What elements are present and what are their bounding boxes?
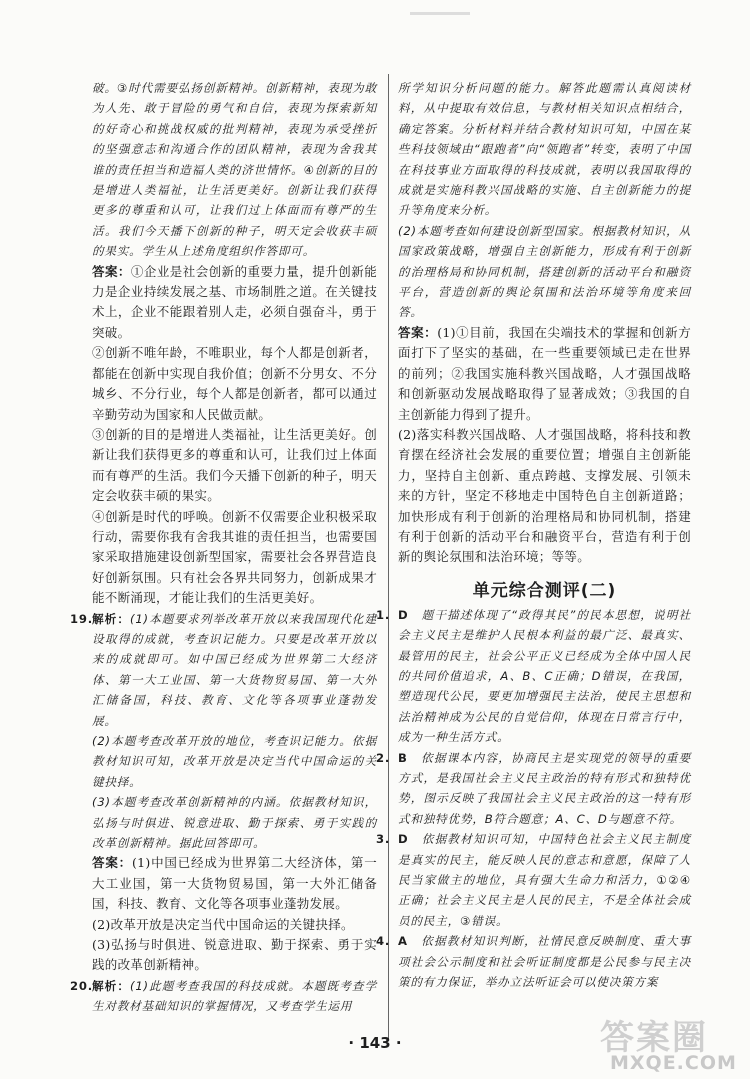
question-item (376, 748, 691, 830)
paragraph-text: 依据教材知识判断，社情民意反映制度、重大事项社会公示制度和社会听证制度都是公民参与民主决策的有力保证，举办立法听证会可以使决策方案 (398, 934, 691, 990)
paragraph-text: (3)弘扬与时俱进、锐意进取、勤于探索、勇于实践的改革创新精神。 (92, 937, 377, 973)
paragraph (398, 323, 691, 425)
question-number: 4. (376, 934, 391, 949)
scan-mark (410, 12, 470, 15)
column-divider (388, 74, 389, 1039)
question-item (70, 609, 377, 731)
paragraph-text: ②创新不唯年龄，不唯职业，每个人都是创新者，都能在创新中实现自我价值；创新不分男女、不分城乡、不分行业，每个人都是创新者，都可以通过辛勤劳动为国家和人民做贡献。 (92, 345, 377, 422)
watermark-url: MXQE.COM (610, 1052, 737, 1074)
question-item (376, 829, 691, 931)
paragraph-text: ①企业是社会创新的重要力量，提升创新能力是企业持续发展之基、市场制胜之道。在关键技术上，企业不能跟着别人走，必须自强奋斗，勇于突破。 (92, 263, 377, 340)
answer-label: 解析： (92, 978, 131, 993)
right-column (376, 78, 691, 992)
paragraph-text: (1)此题考查我国的科技成就。本题既考查学生对教材基础知识的掌握情况，又考查学生运用 (92, 978, 377, 1014)
paragraph (92, 731, 377, 792)
answer-label: 答案： (92, 855, 132, 871)
paragraph (92, 425, 377, 507)
paragraph-text: (2)本题考查改革开放的地位，考查识记能力。依据教材知识可知，改革开放是决定当代中国命运的关键抉择。 (92, 734, 377, 789)
question-item (376, 931, 691, 992)
paragraph (92, 78, 377, 262)
paragraph-text: (2)落实科教兴国战略、人才强国战略，将科技和教育摆在经济社会发展的重要位置；增强自主创新能力，坚持自主创新、重点跨越、支撑发展、引领未来的方针，坚定不移地走中国特色自主创新道路；加快形成有利于创新的治理格局和协同机制，搭建有利于创新的活动平台和融资平台，营造有利于创新的舆论氛围和法治环境；等等。 (398, 426, 691, 565)
paragraph (92, 507, 377, 609)
paragraph (398, 78, 691, 221)
paragraph (92, 853, 377, 914)
watermark-logo: 答案圈 (600, 1018, 708, 1058)
left-column (70, 78, 377, 1017)
paragraph-text: ③创新的目的是增进人类福祉，让生活更美好。创新让我们获得更多的尊重和认可，让我们过上体面而有尊严的生活。我们今天播下创新的种子，明天定会收获丰硕的果实。 (92, 426, 377, 504)
paragraph (92, 935, 377, 976)
page-number: · 143 · (348, 1034, 402, 1052)
question-number: 2. (376, 750, 391, 765)
question-item (376, 605, 691, 748)
answer-label: 答案： (398, 324, 438, 340)
answer-label: 答案： (92, 263, 131, 279)
paragraph (92, 792, 377, 853)
right-bottom-block (376, 605, 691, 993)
paragraph-text: ④创新是时代的呼唤。创新不仅需要企业积极采取行动，需要你我有舍我其谁的责任担当，也需要国家采取措施建设创新型国家，需要社会各界营造良好创新氛围。只有社会各界共同努力，创新成果才能不断涌现，才能让我们的生活更美好。 (92, 508, 377, 606)
paragraph-text: (1)①目前，我国在尖端技术的掌握和创新方面打下了坚实的基础，在一些重要领域已走在世界的前列；②我国实施科教兴国战略，人才强国战略和创新驱动发展战略取得了显著成效；③我国的自主创新能力得到了提升。 (398, 324, 691, 422)
paragraph-text: (2)本题考查如何建设创新型国家。根据教材知识，从国家政策战略，增强自主创新能力，形成有利于创新的治理格局和协同机制，搭建创新的活动平台和融资平台，营造创新的舆论氛围和法治环境等角度来回答。 (398, 223, 691, 320)
paragraph-text: 破。③时代需要弘扬创新精神。创新精神，表现为敢为人先、敢于冒险的勇气和自信，表现为探索新知的好奇心和挑战权威的批判精神，表现为承受挫折的坚强意志和沟通合作的团队精神，表现为舍我其谁的责任担当和造福人类的济世情怀。④创新的目的是增进人类福祉，让生活更美好。创新让我们获得更多的尊重和认可，让我们过上体面而有尊严的生活。我们今天播下创新的种子，明天定会收获丰硕的果实。学生从上述角度组织作答即可。 (92, 81, 377, 259)
answer-label: A (398, 934, 408, 949)
answer-label: D (398, 607, 409, 622)
answer-label: 解析： (92, 611, 131, 626)
question-number: 19. (70, 611, 93, 626)
paragraph-text: 依据教材知识可知，中国特色社会主义民主制度是真实的民主，能反映人民的意志和意愿，保障了人民当家做主的地位，具有强大生命力和活力，①②④正确；社会主义民主是人民的民主，不是全体社会成员的民主，③错误。 (398, 832, 691, 928)
question-number: 20. (70, 978, 93, 993)
paragraph (92, 915, 377, 935)
question-item (70, 976, 377, 1017)
paragraph-text: 所学知识分析问题的能力。解答此题需认真阅读材料，从中提取有效信息，与教材相关知识点相结合，确定答案。分析材料并结合教材知识可知，中国在某些科技领域由“跟跑者”向“领跑者”转变，表明了中国在科技事业方面取得的科技成就，表明以我国取得的成就是实施科教兴国战略的实施、自主创新能力的提升等角度来分析。 (398, 81, 691, 218)
page-number-value: 143 (359, 1034, 391, 1052)
question-number: 3. (376, 832, 391, 847)
paragraph-text: (1)中国已经成为世界第二大经济体，第一大工业国，第一大货物贸易国，第一大外汇储备国，科技、教育、文化等各项事业蓬勃发展。 (92, 855, 377, 912)
paragraph (398, 425, 691, 568)
right-top-block (398, 78, 691, 568)
section-title: 单元综合测评(二) (472, 580, 617, 601)
answer-label: D (398, 832, 409, 847)
paragraph (92, 343, 377, 425)
paragraph-text: 依据课本内容，协商民主是实现党的领导的重要方式，是我国社会主义民主政治的特有形式和独特优势，图示反映了我国社会主义民主政治的这一特有形式和独特优势，B符合题意；A、C、D与题意不符。 (398, 750, 691, 826)
question-number: 1. (376, 607, 391, 622)
paragraph (398, 221, 691, 323)
paragraph-text: (3)本题考查改革创新精神的内涵。依据教材知识，弘扬与时俱进、锐意进取、勤于探索、勇于实践的改革创新精神。据此回答即可。 (92, 795, 377, 851)
paragraph (92, 262, 377, 344)
paragraph-text: (1)本题要求列举改革开放以来我国现代化建设取得的成就，考查识记能力。只要是改革开放以来的成就即可。如中国已经成为世界第二大经济体、第一大工业国、第一大货物贸易国、第一大外汇储备国，科技、教育、文化等各项事业蓬勃发展。 (92, 611, 377, 728)
paragraph-text: (2)改革开放是决定当代中国命运的关键抉择。 (92, 916, 354, 932)
answer-label: B (398, 750, 408, 765)
paragraph-text: 题干描述体现了“政得其民”的民本思想，说明社会主义民主是维护人民根本利益的最广泛、最真实、最管用的民主，社会公平正义已经成为全体中国人民的共同价值追求，A、B、C正确；D错误，在我国，塑造现代公民，要更加增强民主法治，使民主思想和法治精神成为公民的自觉信仰，体现在日常言行中，成为一种生活方式。 (398, 607, 691, 745)
